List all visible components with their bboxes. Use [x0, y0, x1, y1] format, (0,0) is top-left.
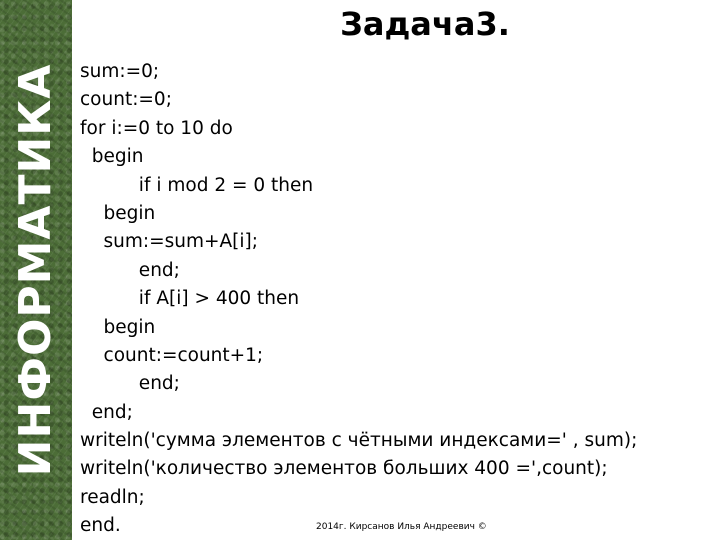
code-line: count:=count+1;	[80, 344, 264, 366]
code-block	[80, 58, 710, 541]
code-line: sum:=sum+A[i];	[80, 231, 258, 253]
code-line: begin	[80, 146, 144, 168]
slide-title: Задача3.	[340, 5, 510, 43]
vertical-subject-title: ИНФОРМАТИКА	[10, 63, 61, 477]
sidebar-band	[0, 0, 72, 540]
code-line: if i mod 2 = 0 then	[80, 174, 314, 196]
copyright-footer: 2014г. Кирсанов Илья Андреевич ©	[316, 522, 487, 532]
code-line: writeln('сумма элементов с чётными индексами=' , sum);	[80, 430, 638, 452]
code-line: count:=0;	[80, 89, 172, 111]
code-line: end;	[80, 373, 180, 395]
code-line: end;	[80, 259, 180, 281]
code-line: for i:=0 to 10 do	[80, 117, 233, 139]
code-line: sum:=0;	[80, 61, 160, 82]
code-line: writeln('количество элементов больших 400 =',count);	[80, 458, 608, 480]
code-line: end;	[80, 401, 133, 423]
code-line: readln;	[80, 486, 145, 508]
code-line: begin	[80, 202, 156, 224]
code-line: begin	[80, 316, 156, 338]
code-line: if A[i] > 400 then	[80, 288, 300, 310]
code-line: end.	[80, 515, 121, 537]
